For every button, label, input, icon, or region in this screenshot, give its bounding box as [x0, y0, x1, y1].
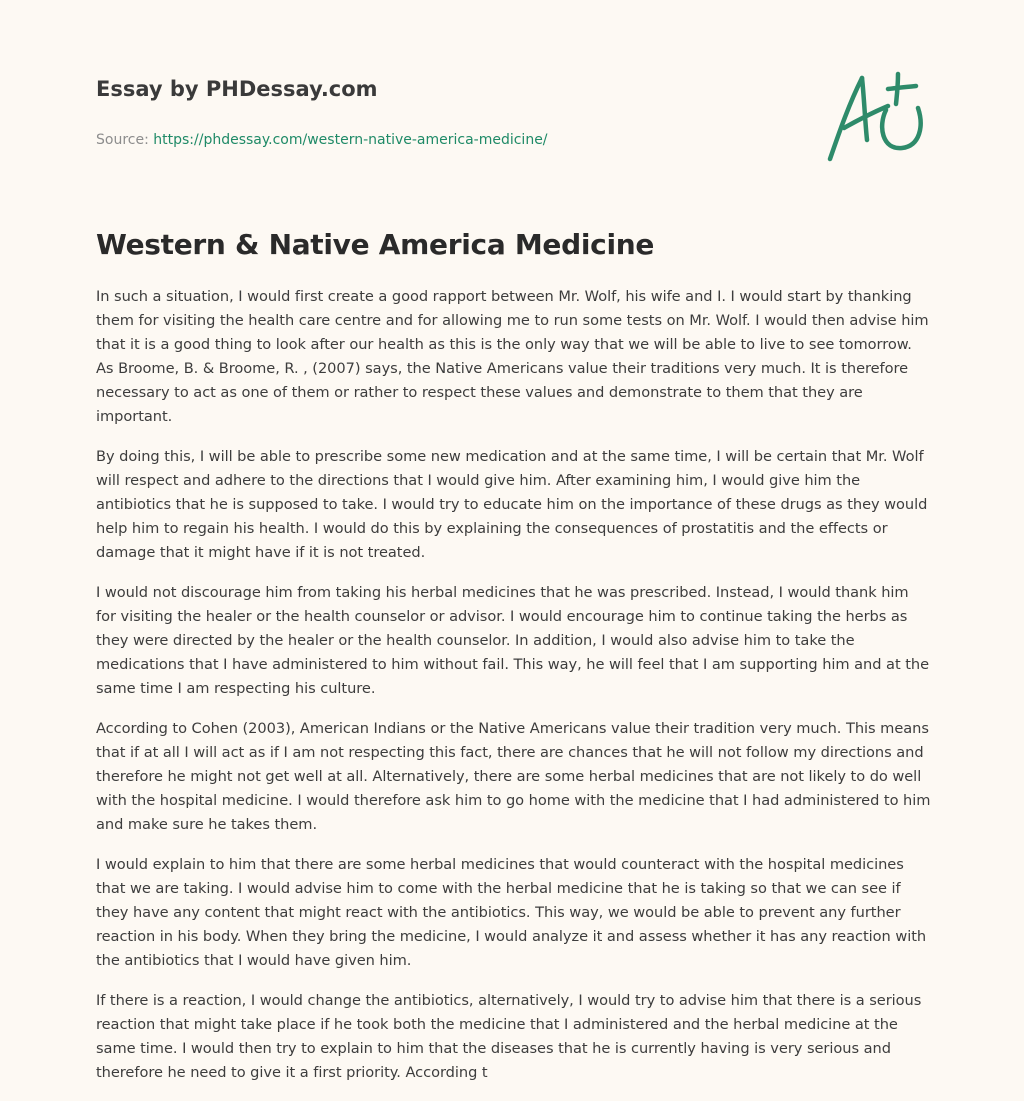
paragraph: According to Cohen (2003), American Indians or the Native Americans value their tradition very much. This means that if at all I will act as if I am not respecting this fact, there are chances that he will not follow my directions and therefore he might not get well at all. Alternatively, there are some herbal medicines that are not likely to do well with the hospital medicine. I would therefore ask him to go home with the medicine that I had administered to him and make sure he takes them.: [96, 720, 931, 833]
source-label: Source:: [96, 132, 149, 148]
paragraph: I would not discourage him from taking his herbal medicines that he was prescribed. Instead, I would thank him for visiting the healer or the health counselor or advisor. I would encourage him to continue taking the herbs as they were directed by the healer or the health counselor. In addition, I would also advise him to take the medications that I have administered to him without fail. This way, he will feel that I am supporting him and at the same time I am respecting his culture.: [96, 584, 930, 697]
paragraph: By doing this, I will be able to prescribe some new medication and at the same time, I will be certain that Mr. Wolf will respect and adhere to the directions that I would give him. After examining him, I would give him the antibiotics that he is supposed to take. I would try to educate him on the importance of these drugs as they would help him to regain his health. I would do this by explaining the consequences of prostatitis and the effects or damage that it might have if it is not treated.: [96, 448, 928, 561]
page-header: [96, 74, 796, 150]
paragraph: I would explain to him that there are some herbal medicines that would counteract with the hospital medicines that we are taking. I would advise him to come with the herbal medicine that he is taking so that we can see if they have any content that might react with the antibiotics. This way, we would be able to prevent any further reaction in his body. When they bring the medicine, I would analyze it and assess whether it has any reaction with the antibiotics that I would have given him.: [96, 856, 927, 969]
paragraph: In such a situation, I would first create a good rapport between Mr. Wolf, his wife and I. I would start by thanking them for visiting the health care centre and for allowing me to run some tests on Mr. Wolf. I would then advise him that it is a good thing to look after our health as this is the only way that we will be able to live to see tomorrow. As Broome, B. & Broome, R. , (2007) says, the Native Americans value their traditions very much. It is therefore necessary to act as one of them or rather to respect these values and demonstrate to them that they are important.: [96, 288, 929, 425]
source-line: [96, 130, 796, 150]
article-body: [96, 285, 932, 1101]
a-plus-logo: [818, 66, 930, 170]
a-plus-logo-icon: [818, 66, 930, 170]
site-brand: Essay by PHDessay.com: [96, 77, 378, 101]
paragraph: If there is a reaction, I would change the antibiotics, alternatively, I would try to advise him that there is a serious reaction that might take place if he took both the medicine that I administered and the herbal medicine at the same time. I would then try to explain to him that the diseases that he is currently having is very serious and therefore he need to give it a first priority. According t: [96, 992, 922, 1081]
article-title: Western & Native America Medicine: [96, 228, 655, 261]
source-link[interactable]: https://phdessay.com/western-native-america-medicine/: [153, 132, 548, 148]
